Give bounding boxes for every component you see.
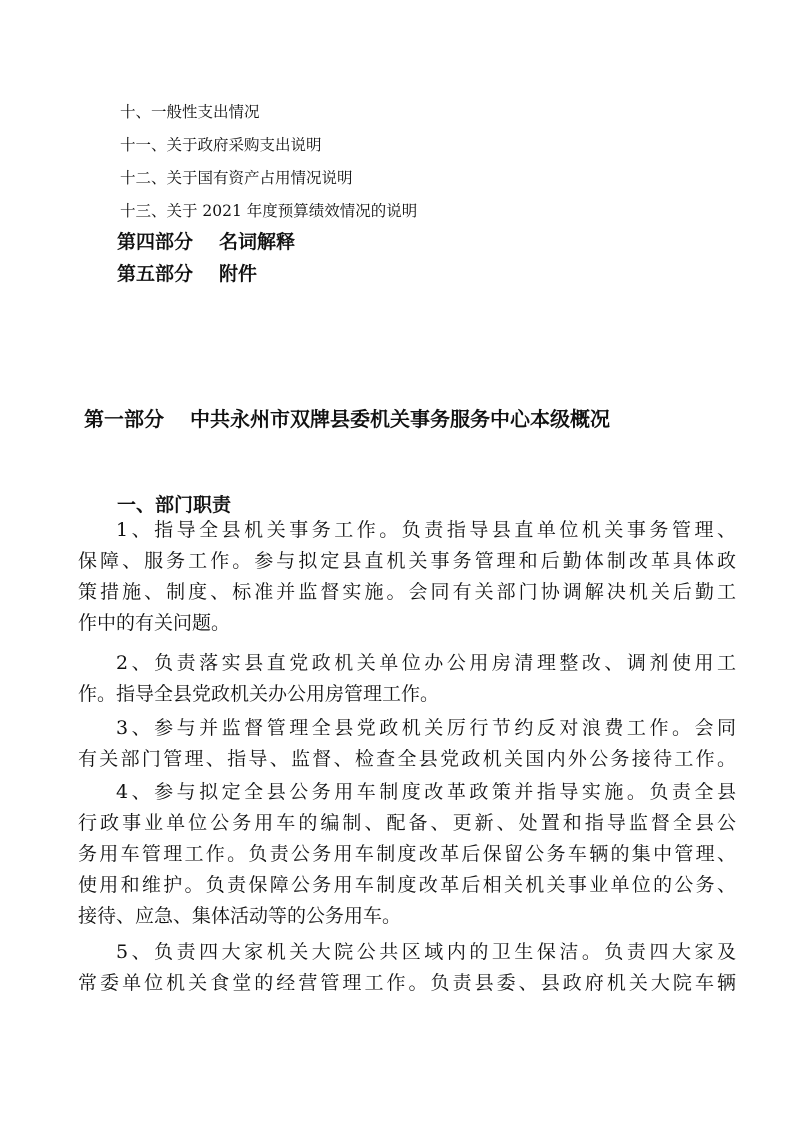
subsection-heading: 一、部门职责 — [117, 494, 232, 516]
paragraph-line: 行政事业单位公务用车的编制、配备、更新、处置和指导监督全县公 — [78, 812, 736, 834]
toc-item-10: 十、一般性支出情况 — [120, 103, 260, 121]
paragraph-line: 常委单位机关食堂的经营管理工作。负责县委、县政府机关大院车辆 — [78, 972, 736, 994]
paragraph-line: 5、负责四大家机关大院公共区域内的卫生保洁。负责四大家及 — [116, 941, 736, 963]
section-title — [84, 406, 610, 432]
paragraph-line: 1、指导全县机关事务工作。负责指导县直单位机关事务管理、 — [116, 519, 736, 541]
paragraph-line: 作。指导全县党政机关办公用房管理工作。 — [78, 683, 440, 705]
toc-part-5 — [117, 262, 257, 286]
paragraph-line: 有关部门管理、指导、监督、检查全县党政机关国内外公务接待工作。 — [78, 748, 736, 770]
toc-part-4-title: 名词解释 — [219, 231, 296, 253]
paragraph-line: 作中的有关问题。 — [78, 612, 231, 634]
toc-part-4-number: 第四部分 — [117, 231, 194, 253]
paragraph-line: 3、参与并监督管理全县党政机关厉行节约反对浪费工作。会同 — [116, 717, 736, 739]
paragraph-line: 策措施、制度、标准并监督实施。会同有关部门协调解决机关后勤工 — [78, 581, 736, 603]
paragraph-line: 务用车管理工作。负责公务用车制度改革后保留公务车辆的集中管理、 — [78, 843, 736, 865]
paragraph-line: 使用和维护。负责保障公务用车制度改革后相关机关事业单位的公务、 — [78, 874, 736, 896]
paragraph-line: 4、参与拟定全县公务用车制度改革政策并指导实施。负责全县 — [116, 781, 736, 803]
paragraph-3 — [78, 713, 736, 775]
section-part-number: 第一部分 — [84, 407, 164, 431]
toc-item-13: 十三、关于 2021 年度预算绩效情况的说明 — [120, 202, 418, 220]
toc-item-11: 十一、关于政府采购支出说明 — [120, 136, 322, 154]
paragraph-line: 2、负责落实县直党政机关单位办公用房清理整改、调剂使用工 — [116, 652, 736, 674]
paragraph-line: 保障、服务工作。参与拟定县直机关事务管理和后勤体制改革具体政 — [78, 550, 736, 572]
toc-item-12: 十二、关于国有资产占用情况说明 — [120, 169, 353, 187]
paragraph-line: 接待、应急、集体活动等的公务用车。 — [78, 905, 402, 927]
toc-part-4 — [117, 230, 295, 254]
toc-part-5-title: 附件 — [219, 263, 258, 285]
paragraph-2 — [78, 648, 736, 710]
paragraph-5 — [78, 937, 736, 999]
toc-part-5-number: 第五部分 — [117, 263, 194, 285]
section-title-text: 中共永州市双牌县委机关事务服务中心本级概况 — [190, 407, 610, 431]
paragraph-4 — [78, 777, 736, 932]
paragraph-1 — [78, 515, 736, 639]
